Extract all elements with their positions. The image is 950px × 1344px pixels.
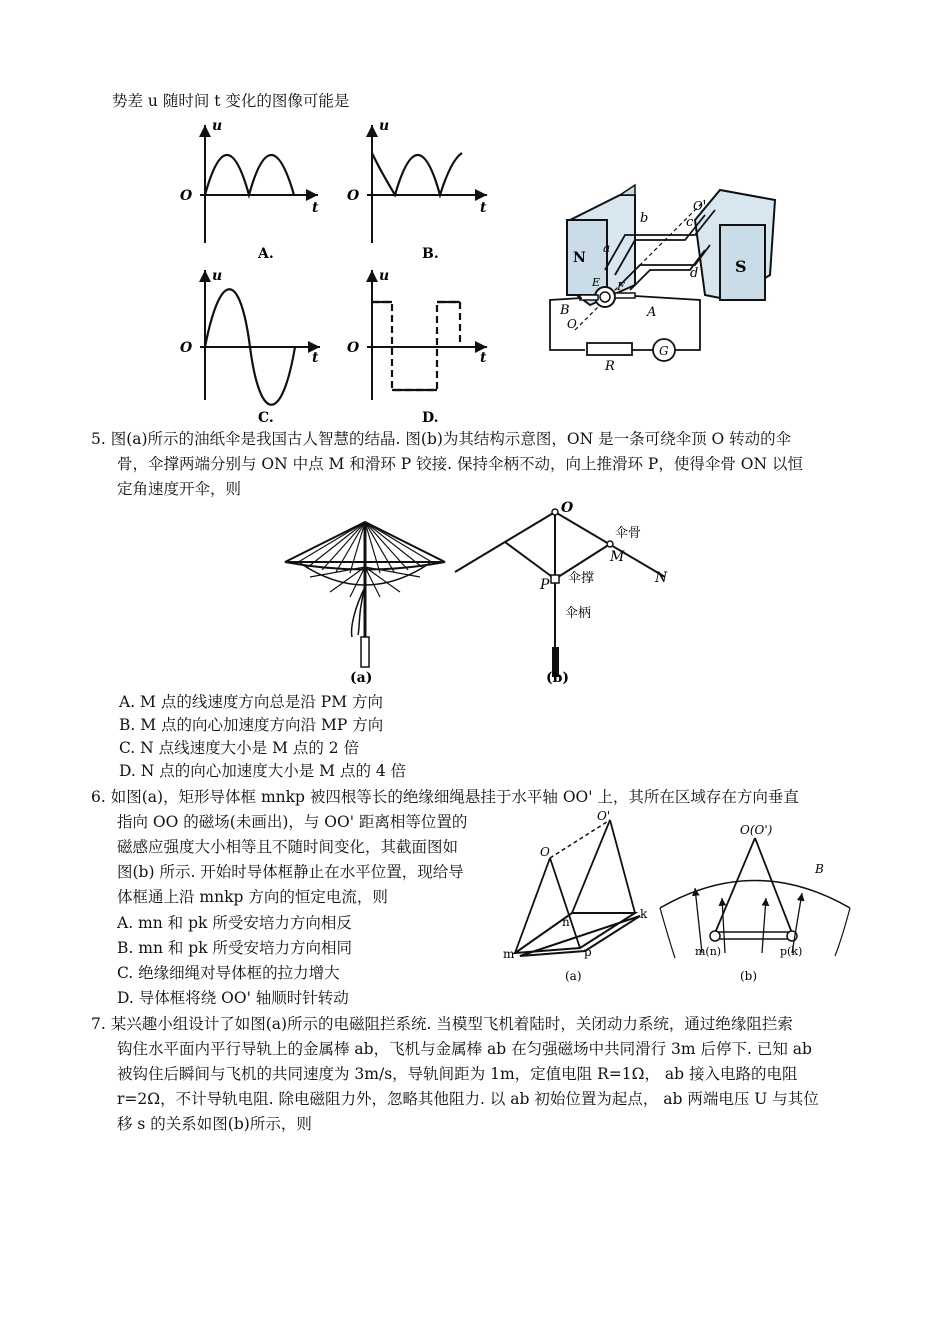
fig6b-pk: p(k) bbox=[780, 945, 803, 958]
fig5-label-p: P bbox=[540, 577, 550, 593]
fig6a-k: k bbox=[640, 907, 648, 921]
fig6a-oprime: O' bbox=[597, 809, 611, 823]
gen-label-b: b bbox=[640, 211, 649, 226]
gen-label-oprime: O' bbox=[693, 199, 707, 213]
fig6a-p: p bbox=[584, 945, 592, 959]
umbrella-schematic bbox=[455, 500, 668, 686]
q6-line4: 图(b) 所示. 开始时导体框静止在水平位置，现给导 bbox=[117, 863, 464, 881]
q7-line4: r=2Ω，不计导轨电阻. 除电磁阻力外，忽略其他阻力. 以 ab 初始位置为起点， ab 两端电压 U 与其位 bbox=[117, 1090, 819, 1108]
fig5-label-m: M bbox=[610, 549, 625, 565]
fig5-a-label: (a) bbox=[350, 670, 373, 686]
gen-label-e: E bbox=[592, 276, 601, 289]
fig6b-b: B bbox=[815, 862, 824, 876]
graph-a-o: O bbox=[180, 188, 193, 204]
graph-a-t: t bbox=[312, 200, 319, 216]
q5-option-b: B. M 点的向心加速度方向沿 MP 方向 bbox=[119, 716, 384, 734]
graph-c-o: O bbox=[180, 340, 193, 356]
gen-label-c: c bbox=[686, 215, 694, 230]
gen-label-o: O bbox=[567, 317, 577, 331]
graph-a-u: u bbox=[212, 118, 223, 134]
graph-b-option: B. bbox=[422, 246, 439, 262]
q5-stem-line1: 5. 图(a)所示的油纸伞是我国古人智慧的结晶. 图(b)为其结构示意图，ON 是一条可绕伞顶 O 转动的伞 bbox=[91, 430, 792, 448]
gen-label-n: N bbox=[573, 250, 586, 266]
q5-option-a: A. M 点的线速度方向总是沿 PM 方向 bbox=[119, 693, 384, 711]
graph-c-t: t bbox=[312, 350, 319, 366]
umbrella-photo bbox=[285, 522, 445, 686]
graph-d-o: O bbox=[347, 340, 360, 356]
generator-diagram bbox=[545, 180, 775, 380]
gen-label-s: S bbox=[735, 257, 747, 276]
gen-label-g: G bbox=[659, 344, 669, 358]
fig6a-caption: (a) bbox=[565, 969, 582, 983]
q7-line2: 钩住水平面内平行导轨上的金属棒 ab，飞机与金属棒 ab 在匀强磁场中共同滑行 3m 后停下. 已知 ab bbox=[117, 1040, 812, 1058]
graph-c-option: C. bbox=[258, 410, 274, 426]
graph-d-option: D. bbox=[422, 410, 439, 426]
fig5-b-label: (b) bbox=[546, 670, 570, 686]
graph-b-t: t bbox=[480, 200, 487, 216]
q6-line2: 指向 OO 的磁场(未画出)，与 OO' 距离相等位置的 bbox=[117, 813, 468, 831]
graph-a-option: A. bbox=[258, 246, 274, 262]
q5-stem-line3: 定角速度开伞，则 bbox=[117, 480, 242, 498]
q6-line1: 6. 如图(a)，矩形导体框 mnkp 被四根等长的绝缘细绳悬挂于水平轴 OO' 上，其所在区域存在方向垂直 bbox=[91, 788, 799, 806]
fig6a-n: n bbox=[562, 915, 570, 929]
q7-line3: 被钩住后瞬间与飞机的共同速度为 3m/s，导轨间距为 1m，定值电阻 R=1Ω， ab 接入电路的电阻 bbox=[117, 1065, 798, 1083]
fig6a-o: O bbox=[540, 845, 550, 859]
fig6a-m: m bbox=[503, 947, 515, 961]
graph-a bbox=[180, 118, 319, 262]
frame-figures bbox=[500, 808, 855, 988]
graph-b-u: u bbox=[379, 118, 390, 134]
fig5-label-strut: 伞撑 bbox=[568, 571, 595, 586]
q7-line5: 移 s 的关系如图(b)所示，则 bbox=[117, 1115, 312, 1133]
gen-label-r: R bbox=[605, 359, 615, 374]
fig6b-caption: (b) bbox=[740, 969, 758, 983]
fig5-label-n: N bbox=[655, 570, 668, 586]
q5-option-d: D. N 点的向心加速度大小是 M 点的 4 倍 bbox=[119, 762, 407, 780]
q5-option-c: C. N 点线速度大小是 M 点的 2 倍 bbox=[119, 739, 360, 757]
q6-option-c: C. 绝缘细绳对导体框的拉力增大 bbox=[117, 964, 340, 982]
fig6b-mn: m(n) bbox=[695, 945, 722, 958]
graph-b-o: O bbox=[347, 188, 360, 204]
gen-label-f: F bbox=[617, 280, 625, 293]
gen-label-b-brush: B bbox=[560, 303, 570, 318]
graph-c-u: u bbox=[212, 268, 223, 284]
q7-line1: 7. 某兴趣小组设计了如图(a)所示的电磁阻拦系统. 当模型飞机着陆时，关闭动力系统，通过绝缘阻拦索 bbox=[91, 1015, 793, 1033]
fig5-label-rib: 伞骨 bbox=[615, 526, 642, 541]
graph-b bbox=[347, 118, 487, 262]
q6-line5: 体框通上沿 mnkp 方向的恒定电流，则 bbox=[117, 888, 388, 906]
fig5-label-handle: 伞柄 bbox=[565, 606, 592, 621]
graph-d bbox=[347, 268, 487, 426]
gen-label-a: a bbox=[603, 241, 611, 255]
q6-line3: 磁感应强度大小相等且不随时间变化，其截面图如 bbox=[117, 838, 459, 856]
gen-label-a-brush: A bbox=[647, 305, 657, 320]
graph-d-u: u bbox=[379, 268, 390, 284]
frame-figure-a bbox=[503, 809, 648, 983]
q4-intro: 势差 u 随时间 t 变化的图像可能是 bbox=[112, 92, 350, 110]
graph-d-t: t bbox=[480, 350, 487, 366]
frame-figure-b bbox=[660, 823, 850, 983]
q6-option-d: D. 导体框将绕 OO' 轴顺时针转动 bbox=[117, 989, 349, 1007]
umbrella-figures bbox=[280, 497, 700, 692]
gen-label-d: d bbox=[690, 266, 699, 281]
q6-option-a: A. mn 和 pk 所受安培力方向相反 bbox=[117, 914, 352, 932]
q5-stem-line2: 骨，伞撑两端分别与 ON 中点 M 和滑环 P 铰接. 保持伞柄不动，向上推滑环 P，使得伞骨 ON 以恒 bbox=[117, 455, 803, 473]
graph-c bbox=[180, 268, 320, 426]
fig6b-oo: O(O') bbox=[740, 823, 773, 837]
fig5-label-o: O bbox=[561, 500, 574, 516]
q6-option-b: B. mn 和 pk 所受安培力方向相同 bbox=[117, 939, 353, 957]
